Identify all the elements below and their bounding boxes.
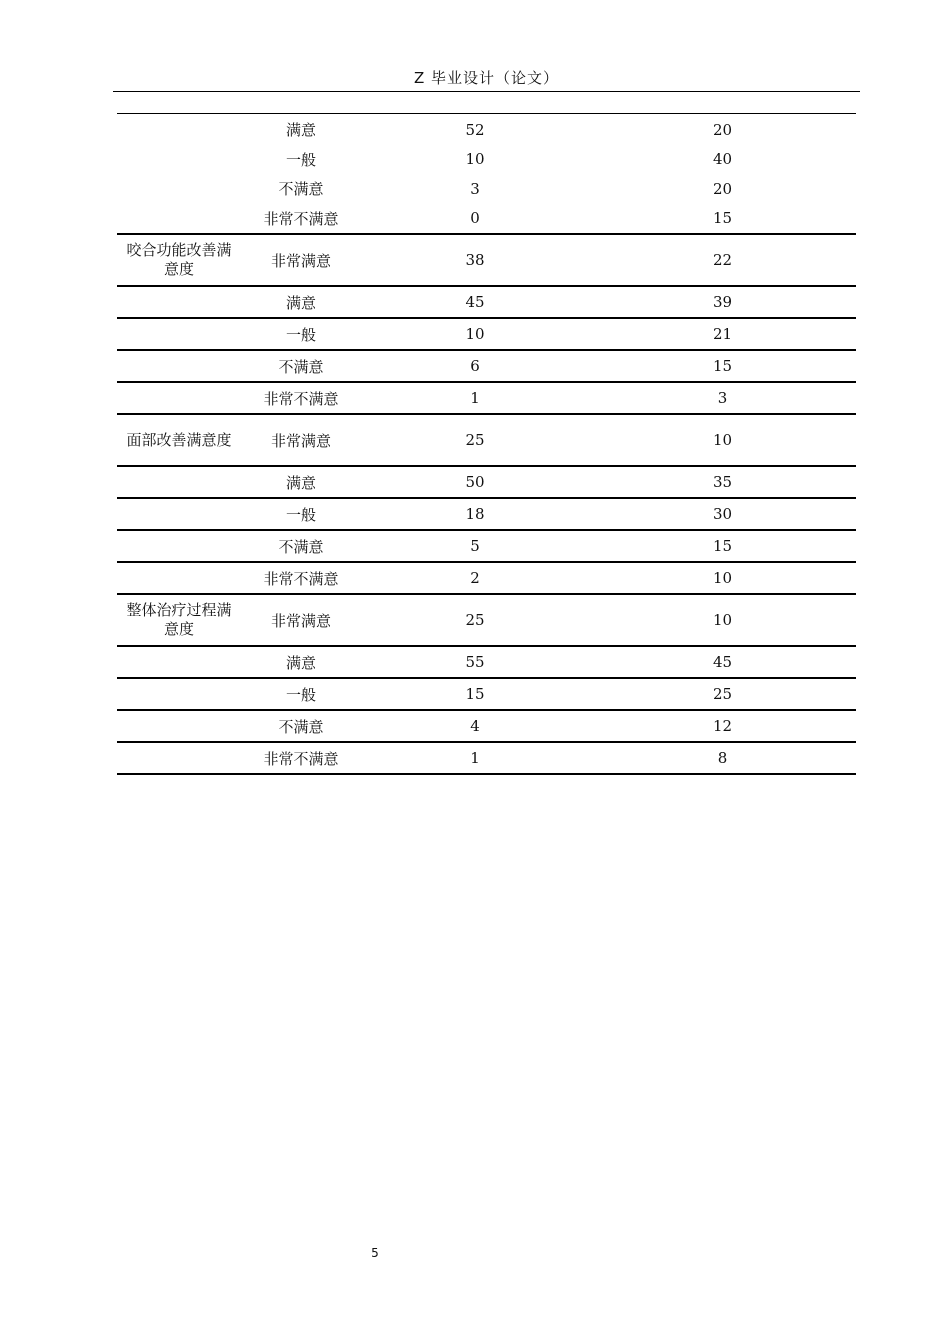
value-b-cell: 12 bbox=[589, 710, 856, 742]
value-a-cell: 6 bbox=[361, 350, 589, 382]
value-b-cell: 15 bbox=[589, 530, 856, 562]
value-a-cell: 15 bbox=[361, 678, 589, 710]
table-row bbox=[117, 594, 856, 646]
table-row bbox=[117, 318, 856, 350]
category-cell bbox=[117, 594, 241, 646]
level-cell: 不满意 bbox=[241, 710, 361, 742]
value-b-cell: 21 bbox=[589, 318, 856, 350]
table-row bbox=[117, 466, 856, 498]
category-cell bbox=[117, 382, 241, 414]
value-a-cell: 10 bbox=[361, 318, 589, 350]
level-cell: 满意 bbox=[241, 466, 361, 498]
category-label: 咬合功能改善满意度 bbox=[126, 241, 232, 278]
table-row bbox=[117, 530, 856, 562]
category-cell bbox=[117, 646, 241, 678]
category-label: 整体治疗过程满意度 bbox=[126, 601, 232, 638]
category-cell bbox=[117, 204, 241, 235]
value-a-cell: 3 bbox=[470, 179, 480, 198]
level-cell: 非常满意 bbox=[241, 414, 361, 466]
table-row bbox=[117, 204, 856, 235]
category-cell bbox=[117, 115, 241, 145]
category-cell bbox=[117, 350, 241, 382]
category-cell bbox=[117, 286, 241, 318]
value-a-cell: 50 bbox=[361, 466, 589, 498]
value-b-cell: 15 bbox=[589, 350, 856, 382]
level-cell: 一般 bbox=[285, 150, 316, 169]
table-row bbox=[117, 678, 856, 710]
table-row bbox=[117, 286, 856, 318]
category-cell bbox=[117, 174, 241, 204]
level-cell: 非常满意 bbox=[241, 234, 361, 286]
value-b-cell: 8 bbox=[589, 742, 856, 774]
level-cell: 一般 bbox=[241, 498, 361, 530]
page-header bbox=[113, 66, 860, 92]
value-b-cell: 15 bbox=[589, 204, 856, 235]
level-cell: 满意 bbox=[241, 646, 361, 678]
table-row bbox=[117, 145, 856, 175]
table-row bbox=[117, 174, 856, 204]
category-label: 面部改善满意度 bbox=[126, 430, 232, 449]
level-cell: 非常满意 bbox=[241, 594, 361, 646]
category-cell bbox=[117, 498, 241, 530]
value-a-cell: 25 bbox=[361, 414, 589, 466]
table-row bbox=[117, 742, 856, 774]
value-a-cell: 1 bbox=[361, 742, 589, 774]
value-b-cell: 20 bbox=[712, 120, 733, 139]
category-cell bbox=[117, 318, 241, 350]
level-cell: 不满意 bbox=[241, 350, 361, 382]
value-b-cell: 10 bbox=[589, 414, 856, 466]
value-b-cell: 22 bbox=[589, 234, 856, 286]
table-row bbox=[117, 115, 856, 145]
table-row bbox=[117, 562, 856, 594]
value-a-cell: 2 bbox=[361, 562, 589, 594]
value-b-cell: 35 bbox=[589, 466, 856, 498]
level-cell: 满意 bbox=[285, 121, 316, 140]
category-cell bbox=[117, 678, 241, 710]
level-cell: 一般 bbox=[241, 318, 361, 350]
value-a-cell: 1 bbox=[361, 382, 589, 414]
value-a-cell: 38 bbox=[361, 234, 589, 286]
value-b-cell: 40 bbox=[712, 150, 733, 169]
category-cell bbox=[117, 145, 241, 175]
satisfaction-table bbox=[117, 115, 856, 775]
table-row bbox=[117, 350, 856, 382]
level-cell: 一般 bbox=[241, 678, 361, 710]
header-title: Z 毕业设计（论文） bbox=[413, 69, 560, 87]
category-cell bbox=[117, 742, 241, 774]
level-cell: 非常不满意 bbox=[241, 562, 361, 594]
value-b-cell: 10 bbox=[589, 562, 856, 594]
level-cell: 非常不满意 bbox=[241, 382, 361, 414]
category-cell bbox=[117, 234, 241, 286]
value-a-cell: 4 bbox=[361, 710, 589, 742]
value-b-cell: 10 bbox=[589, 594, 856, 646]
value-b-cell: 39 bbox=[589, 286, 856, 318]
table-row bbox=[117, 498, 856, 530]
value-b-cell: 20 bbox=[712, 179, 733, 198]
category-cell bbox=[117, 414, 241, 466]
level-cell: 不满意 bbox=[241, 530, 361, 562]
level-cell: 非常不满意 bbox=[241, 204, 361, 235]
value-b-cell: 45 bbox=[589, 646, 856, 678]
category-cell bbox=[117, 710, 241, 742]
value-a-cell: 18 bbox=[361, 498, 589, 530]
value-a-cell: 45 bbox=[361, 286, 589, 318]
level-cell: 满意 bbox=[241, 286, 361, 318]
value-a-cell: 55 bbox=[361, 646, 589, 678]
level-cell: 非常不满意 bbox=[241, 742, 361, 774]
category-cell bbox=[117, 530, 241, 562]
table-top-rule bbox=[117, 113, 856, 114]
table-row bbox=[117, 382, 856, 414]
level-cell: 不满意 bbox=[278, 180, 324, 199]
table-row bbox=[117, 234, 856, 286]
value-a-cell: 5 bbox=[361, 530, 589, 562]
value-a-cell: 25 bbox=[361, 594, 589, 646]
category-cell bbox=[117, 562, 241, 594]
value-b-cell: 30 bbox=[589, 498, 856, 530]
table-row bbox=[117, 414, 856, 466]
value-b-cell: 25 bbox=[589, 678, 856, 710]
value-a-cell: 0 bbox=[361, 204, 589, 235]
table-row bbox=[117, 710, 856, 742]
value-a-cell: 10 bbox=[465, 150, 485, 169]
table-row bbox=[117, 646, 856, 678]
category-cell bbox=[117, 466, 241, 498]
value-a-cell: 52 bbox=[465, 120, 485, 139]
page-number: 5 bbox=[371, 1246, 379, 1260]
value-b-cell: 3 bbox=[589, 382, 856, 414]
